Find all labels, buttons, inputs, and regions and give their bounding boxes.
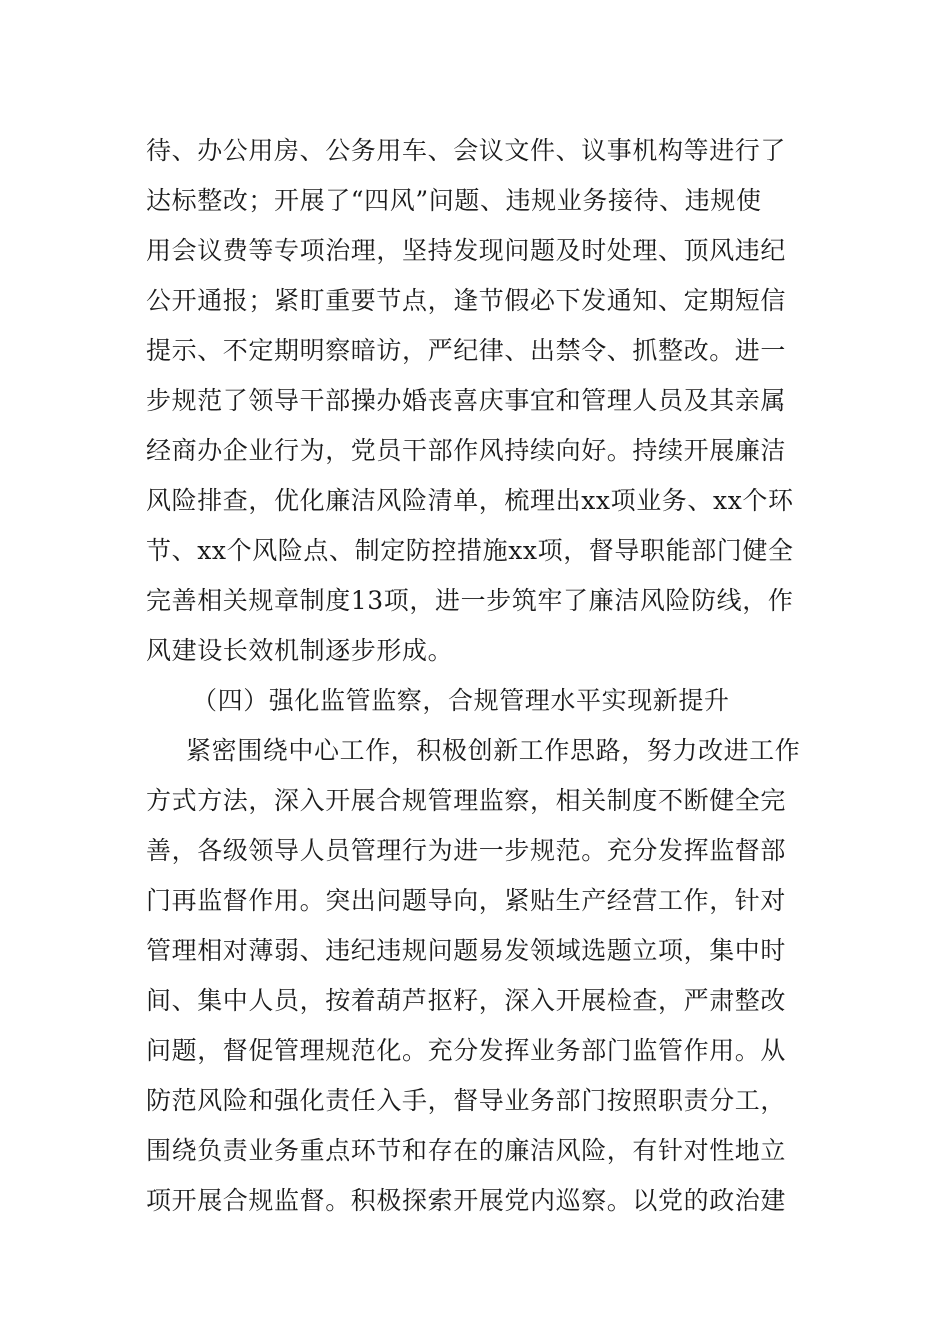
paragraph-line: 间、集中人员，按着葫芦抠籽，深入开展检查，严肃整改 (146, 986, 787, 1015)
section-heading: （四）强化监管监察，合规管理水平实现新提升 (192, 686, 730, 715)
paragraph-line: 步规范了领导干部操办婚丧喜庆事宜和管理人员及其亲属 (146, 386, 787, 415)
paragraph-line: 问题，督促管理规范化。充分发挥业务部门监管作用。从 (146, 1036, 787, 1065)
paragraph-line: 项开展合规监督。积极探索开展党内巡察。以党的政治建 (146, 1186, 787, 1215)
paragraph-line: 围绕负责业务重点环节和存在的廉洁风险，有针对性地立 (146, 1136, 787, 1165)
paragraph-line: 方式方法，深入开展合规管理监察，相关制度不断健全完 (146, 786, 787, 815)
paragraph-line: 待、办公用房、公务用车、会议文件、议事机构等进行了 (146, 136, 787, 165)
paragraph-line: 经商办企业行为，党员干部作风持续向好。持续开展廉洁 (146, 436, 787, 465)
paragraph-line: 防范风险和强化责任入手，督导业务部门按照职责分工， (146, 1086, 787, 1115)
paragraph-line: 门再监督作用。突出问题导向，紧贴生产经营工作，针对 (146, 886, 787, 915)
paragraph-line: 提示、不定期明察暗访，严纪律、出禁令、抓整改。进一 (146, 336, 787, 365)
paragraph-line: 完善相关规章制度13项，进一步筑牢了廉洁风险防线，作 (146, 586, 794, 615)
paragraph-line: 风建设长效机制逐步形成。 (146, 636, 454, 665)
paragraph-line: 达标整改；开展了“四风”问题、违规业务接待、违规使 (146, 186, 762, 215)
paragraph-line: 善，各级领导人员管理行为进一步规范。充分发挥监督部 (146, 836, 787, 865)
paragraph-line: 节、xx个风险点、制定防控措施xx项，督导职能部门健全 (146, 536, 794, 565)
paragraph-line: 风险排查，优化廉洁风险清单，梳理出xx项业务、xx个环 (146, 486, 794, 515)
paragraph-line: 公开通报；紧盯重要节点，逢节假必下发通知、定期短信 (146, 286, 787, 315)
paragraph-line: 用会议费等专项治理，坚持发现问题及时处理、顶风违纪 (146, 236, 787, 265)
paragraph-line: 管理相对薄弱、违纪违规问题易发领域选题立项，集中时 (146, 936, 787, 965)
paragraph-line: 紧密围绕中心工作，积极创新工作思路，努力改进工作 (186, 736, 801, 765)
